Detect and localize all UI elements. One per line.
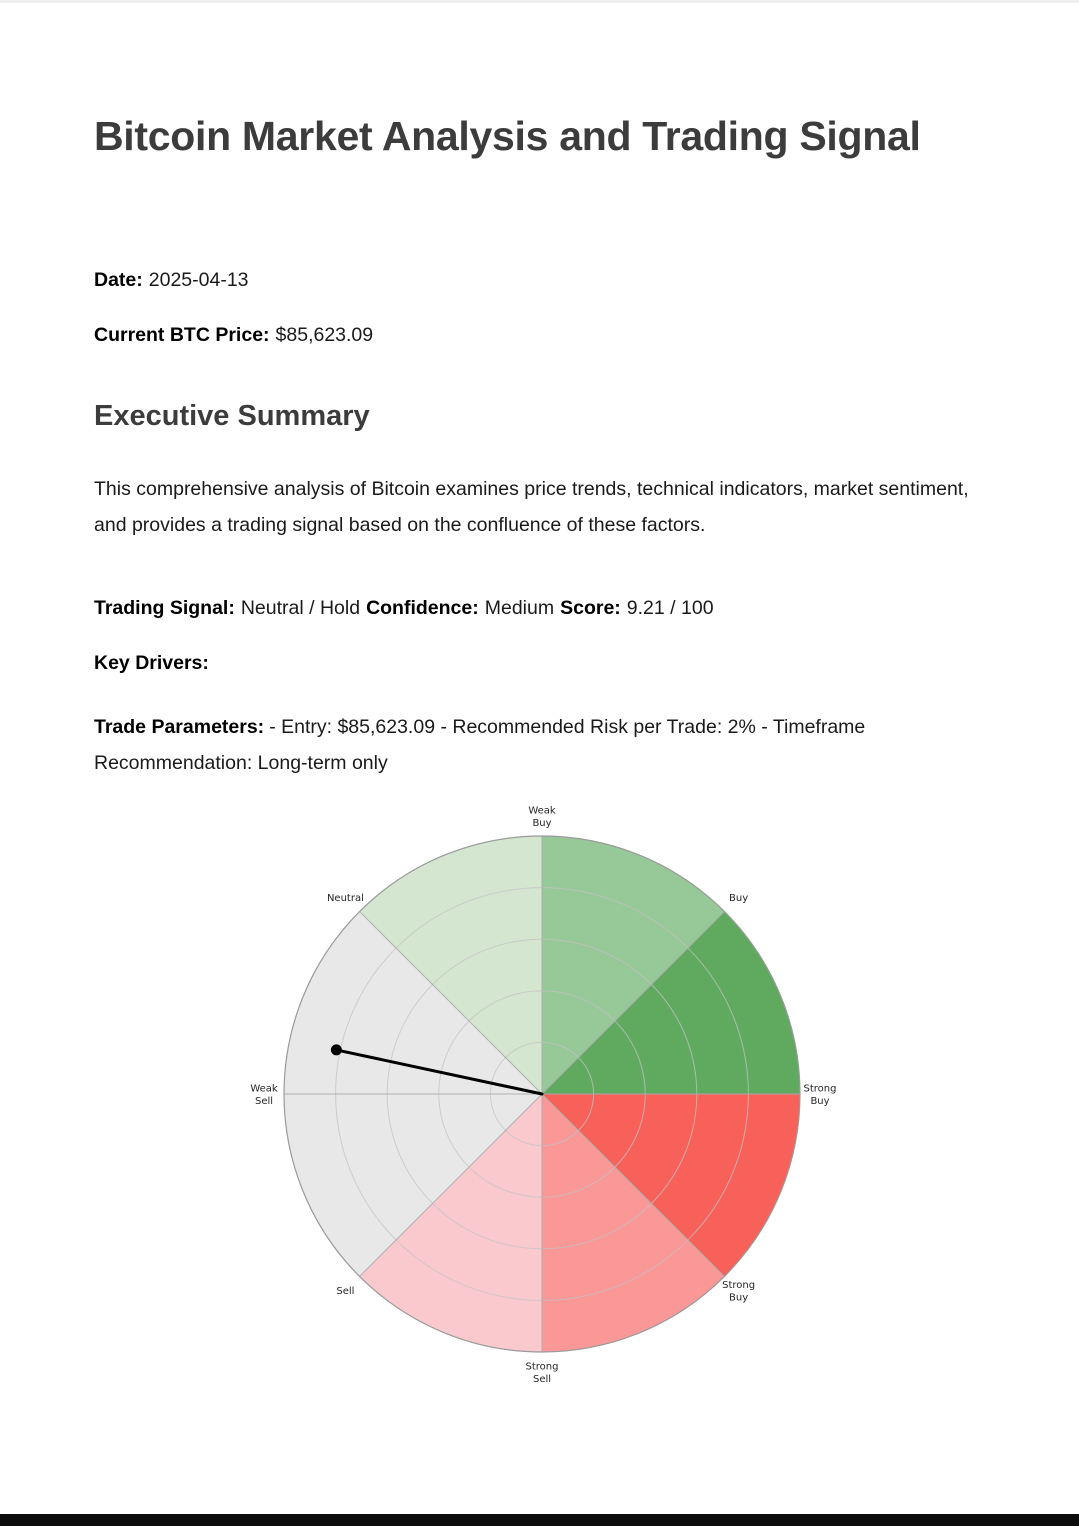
trading-signal-value: Neutral / Hold (240, 597, 361, 619)
gauge-axis-label-strong-buy: Strong Buy (722, 1279, 756, 1304)
gauge-axis-label-weak-sell: Weak Sell (250, 1083, 278, 1107)
trade-parameters-value: - Entry: $85,623.09 - Recommended Risk per Trade: 2% - Timeframe Recommendation: Long-term only (94, 716, 866, 774)
confidence-value: Medium (484, 597, 555, 619)
gauge-axis-label-weak-buy: Weak Buy (528, 805, 556, 829)
score-value: 9.21 / 100 (626, 597, 714, 619)
score-label: Score: (560, 597, 621, 619)
gauge-axis-label-strong-sell: Strong Sell (525, 1361, 559, 1385)
key-drivers-label: Key Drivers: (94, 652, 209, 674)
bottom-dark-bar (0, 1514, 1079, 1526)
gauge-needle-dot (331, 1044, 342, 1055)
executive-summary-heading: Executive Summary (94, 400, 370, 432)
trade-parameters-label: Trade Parameters: (94, 716, 265, 738)
trading-signal-label: Trading Signal: (94, 597, 235, 619)
date-value: 2025-04-13 (148, 269, 249, 291)
btc-price-label: Current BTC Price: (94, 324, 270, 346)
confidence-label: Confidence: (366, 597, 479, 619)
page-title: Bitcoin Market Analysis and Trading Signal (94, 113, 921, 159)
btc-price-value: $85,623.09 (275, 324, 374, 346)
date-label: Date: (94, 269, 143, 291)
gauge-axis-label-strong-buy: Strong Buy (803, 1083, 837, 1107)
gauge-axis-label-neutral: Neutral (326, 892, 364, 904)
gauge-axis-label-buy: Buy (729, 892, 749, 904)
gauge-axis-label-sell: Sell (336, 1286, 355, 1298)
executive-summary-paragraph: This comprehensive analysis of Bitcoin examines price trends, technical indicators, market sentiment, and provides a trading signal based on the confluence of these factors. (94, 478, 969, 536)
